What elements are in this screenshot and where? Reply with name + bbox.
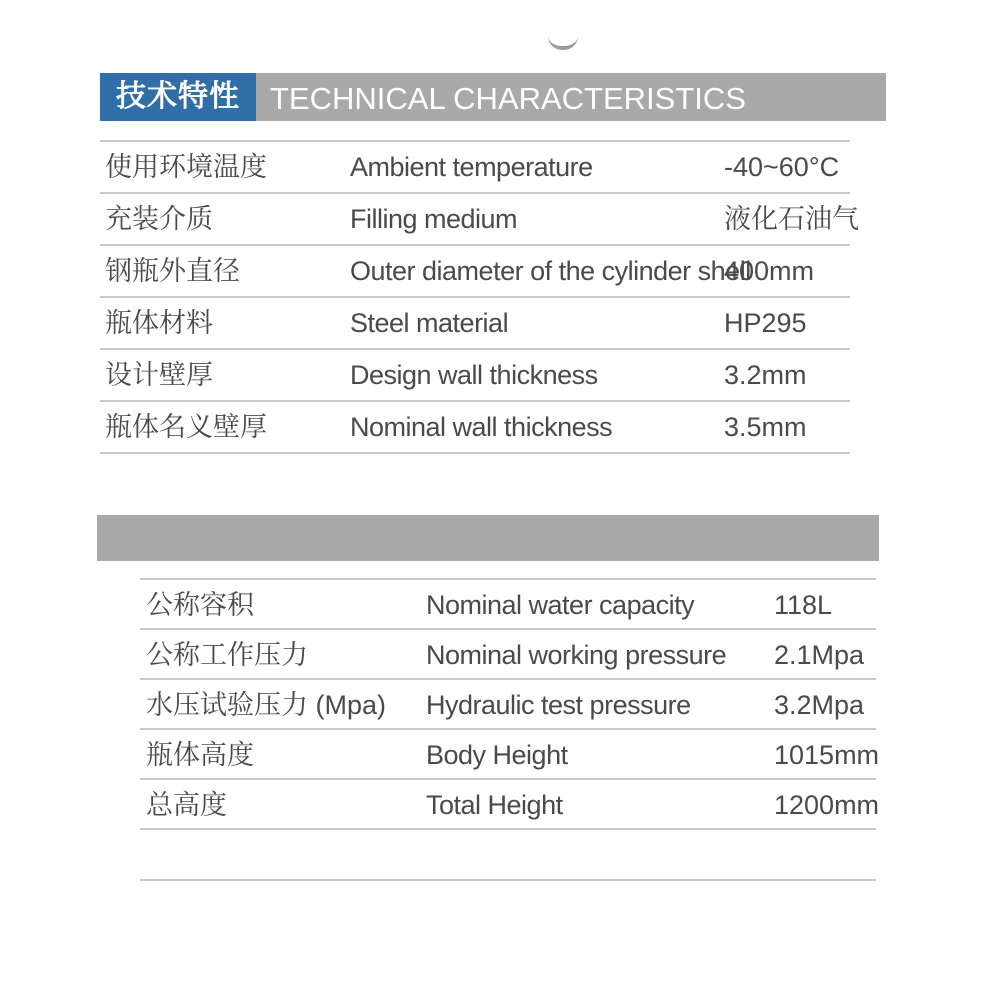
row-label-en: Nominal wall thickness bbox=[350, 412, 613, 442]
row-label-cn: 总高度 bbox=[146, 790, 227, 820]
row-label-en: Ambient temperature bbox=[350, 152, 593, 182]
table-row bbox=[140, 730, 880, 780]
section-divider-bar bbox=[97, 515, 879, 561]
row-value: 3.2Mpa bbox=[774, 690, 865, 720]
section-header-bar bbox=[100, 73, 886, 121]
table-row bbox=[100, 402, 850, 454]
row-label-cn: 公称工作压力 bbox=[146, 640, 308, 670]
row-label-cn: 设计壁厚 bbox=[105, 360, 213, 390]
table-row bbox=[100, 298, 850, 350]
cropped-graphic-fragment bbox=[548, 36, 578, 50]
table-row bbox=[140, 680, 876, 730]
row-label-cn: 水压试验压力 (Mpa) bbox=[146, 690, 387, 720]
table-row bbox=[140, 630, 876, 680]
row-label-en: Total Height bbox=[426, 790, 563, 820]
row-label-en: Steel material bbox=[350, 308, 509, 338]
table-row bbox=[100, 350, 850, 402]
row-label-en: Nominal working pressure bbox=[426, 640, 727, 670]
table-row bbox=[100, 246, 850, 298]
row-label-en: Nominal water capacity bbox=[426, 590, 695, 620]
row-label-cn: 钢瓶外直径 bbox=[105, 256, 240, 286]
table-row bbox=[140, 580, 876, 630]
row-label-en: Design wall thickness bbox=[350, 360, 598, 390]
row-value: 118L bbox=[774, 590, 833, 620]
table-row bbox=[100, 194, 859, 246]
row-value: HP295 bbox=[724, 308, 807, 338]
row-value: 1015mm bbox=[774, 740, 880, 770]
row-label-cn: 充装介质 bbox=[105, 204, 213, 234]
row-value: -40~60°C bbox=[724, 152, 840, 182]
row-value: 1200mm bbox=[774, 790, 880, 820]
row-label-en: Filling medium bbox=[350, 204, 518, 234]
table-row-empty bbox=[140, 830, 876, 881]
row-label-en: Outer diameter of the cylinder shell bbox=[350, 256, 751, 286]
row-value: 400mm bbox=[724, 256, 815, 286]
row-label-en: Hydraulic test pressure bbox=[426, 690, 691, 720]
spec-table-1 bbox=[100, 140, 859, 454]
row-value: 液化石油气 bbox=[724, 204, 859, 234]
row-label-cn: 使用环境温度 bbox=[105, 152, 267, 182]
table-row bbox=[100, 142, 850, 194]
spec-table-2 bbox=[140, 578, 880, 881]
row-value: 3.5mm bbox=[724, 412, 807, 442]
table-row bbox=[140, 780, 880, 830]
row-label-cn: 瓶体材料 bbox=[105, 308, 213, 338]
row-label-en: Body Height bbox=[426, 740, 568, 770]
section-title-en: TECHNICAL CHARACTERISTICS bbox=[270, 81, 746, 116]
row-value: 2.1Mpa bbox=[774, 640, 865, 670]
section-title-cn: 技术特性 bbox=[100, 73, 256, 121]
row-label-cn: 公称容积 bbox=[146, 590, 254, 620]
row-value: 3.2mm bbox=[724, 360, 807, 390]
row-label-cn: 瓶体高度 bbox=[146, 740, 254, 770]
row-label-cn: 瓶体名义壁厚 bbox=[105, 412, 267, 442]
